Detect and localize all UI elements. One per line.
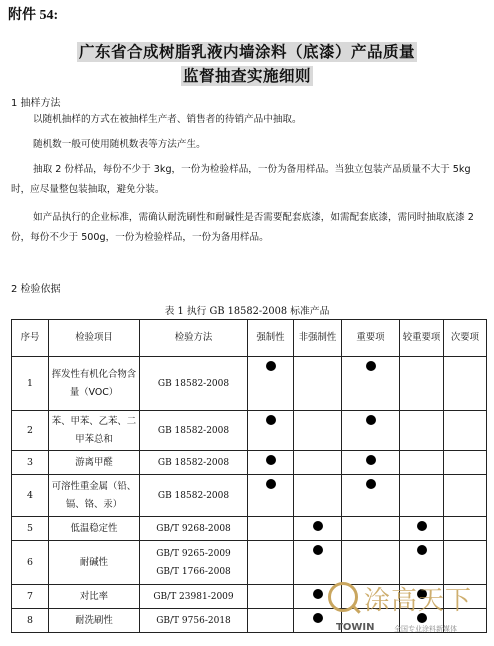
table-row: [12, 451, 487, 475]
filled-circle-icon: [366, 415, 376, 425]
mark-minor: [444, 411, 487, 451]
method-standard: GB 18582-2008: [157, 457, 230, 468]
row-number: 6: [12, 541, 49, 585]
inspection-item: 苯、甲苯、乙苯、二甲苯总和: [49, 411, 140, 451]
table-row: [12, 541, 487, 585]
mark-fairly-important: [400, 517, 444, 541]
header-method: 检验方法: [140, 320, 248, 357]
table-row: [12, 357, 487, 411]
mark-important: [342, 475, 400, 517]
watermark: [324, 582, 484, 642]
mark-fairly-important: [400, 475, 444, 517]
mark-mandatory: [248, 585, 294, 609]
mark-mandatory: [248, 517, 294, 541]
mark-mandatory: [248, 609, 294, 633]
watermark-subtitle: 全国专业涂料新媒体: [394, 625, 457, 633]
mark-non-mandatory: [294, 451, 342, 475]
mark-minor: [444, 451, 487, 475]
mark-mandatory: [248, 357, 294, 411]
watermark-brand: TOWIN: [336, 622, 375, 633]
filled-circle-icon: [266, 479, 276, 489]
watermark-text: 涂高天下: [364, 586, 473, 616]
inspection-method: [140, 411, 248, 451]
search-logo-icon: [328, 582, 358, 612]
mark-non-mandatory: [294, 517, 342, 541]
document-title-line2: 监督抽查实施细则: [182, 66, 311, 85]
table-row: [12, 411, 487, 451]
inspection-method: [140, 585, 248, 609]
section1-paragraph: 以随机抽样的方式在被抽样生产者、销售者的待销产品中抽取。: [33, 114, 302, 125]
header-mandatory: 强制性: [248, 320, 294, 357]
inspection-method: [140, 517, 248, 541]
mark-non-mandatory: [294, 475, 342, 517]
mark-mandatory: [248, 475, 294, 517]
row-number: 7: [12, 585, 49, 609]
table-caption: 表 1 执行 GB 18582-2008 标准产品: [164, 306, 330, 317]
inspection-item: 可溶性重金属（铅、镉、铬、汞）: [49, 475, 140, 517]
method-standard: GB 18582-2008: [157, 378, 230, 389]
mark-fairly-important: [400, 541, 444, 585]
filled-circle-icon: [266, 455, 276, 465]
document-title-line2-wrap: [0, 66, 494, 86]
mark-non-mandatory: [294, 411, 342, 451]
row-number: 5: [12, 517, 49, 541]
filled-circle-icon: [366, 455, 376, 465]
table-row: [12, 475, 487, 517]
filled-circle-icon: [366, 361, 376, 371]
mark-important: [342, 451, 400, 475]
method-standard: GB/T 1766-2008: [156, 566, 231, 577]
method-standard: GB 18582-2008: [157, 490, 230, 501]
row-number: 8: [12, 609, 49, 633]
mark-important: [342, 411, 400, 451]
mark-non-mandatory: [294, 541, 342, 585]
header-non-mandatory: 非强制性: [294, 320, 342, 357]
inspection-item: 游离甲醛: [49, 451, 140, 475]
mark-fairly-important: [400, 411, 444, 451]
mark-minor: [444, 541, 487, 585]
document-title-line1-wrap: [0, 42, 494, 62]
mark-fairly-important: [400, 451, 444, 475]
mark-important: [342, 541, 400, 585]
filled-circle-icon: [313, 589, 323, 599]
mark-fairly-important: [400, 357, 444, 411]
header-important: 重要项: [342, 320, 400, 357]
inspection-item: 挥发性有机化合物含量（VOC）: [49, 357, 140, 411]
filled-circle-icon: [417, 521, 427, 531]
method-standard: GB/T 9756-2018: [156, 615, 231, 626]
inspection-item: 对比率: [49, 585, 140, 609]
filled-circle-icon: [366, 479, 376, 489]
filled-circle-icon: [417, 545, 427, 555]
mark-important: [342, 357, 400, 411]
filled-circle-icon: [313, 613, 323, 623]
mark-important: [342, 517, 400, 541]
row-number: 1: [12, 357, 49, 411]
appendix-label: 附件 54:: [8, 8, 59, 23]
filled-circle-icon: [266, 361, 276, 371]
inspection-method: [140, 357, 248, 411]
inspection-method: [140, 475, 248, 517]
table-row: [12, 517, 487, 541]
inspection-item: 低温稳定性: [49, 517, 140, 541]
section1-heading: 1 抽样方法: [11, 98, 61, 109]
mark-mandatory: [248, 411, 294, 451]
header-fairly-important: 较重要项: [400, 320, 444, 357]
inspection-item: 耐碱性: [49, 541, 140, 585]
row-number: 4: [12, 475, 49, 517]
inspection-method: [140, 541, 248, 585]
inspection-method: [140, 609, 248, 633]
row-number: 2: [12, 411, 49, 451]
section1-paragraph: 抽取 2 份样品，每份不少于 3kg，一份为检验样品，一份为备用样品。当独立包装产品质量不大于 5kg 时，应尽量整包装抽取，避免分装。: [11, 164, 471, 195]
mark-minor: [444, 475, 487, 517]
mark-minor: [444, 357, 487, 411]
header-no: 序号: [12, 320, 49, 357]
filled-circle-icon: [313, 521, 323, 531]
filled-circle-icon: [266, 415, 276, 425]
filled-circle-icon: [313, 545, 323, 555]
header-minor: 次要项: [444, 320, 487, 357]
inspection-item: 耐洗刷性: [49, 609, 140, 633]
mark-minor: [444, 517, 487, 541]
table-header-row: [12, 320, 487, 357]
method-standard: GB 18582-2008: [157, 425, 230, 436]
inspection-method: [140, 451, 248, 475]
row-number: 3: [12, 451, 49, 475]
method-standard: GB/T 9265-2009: [156, 548, 231, 559]
method-standard: GB/T 9268-2008: [156, 523, 231, 534]
mark-mandatory: [248, 541, 294, 585]
document-title-line1: 广东省合成树脂乳液内墙涂料（底漆）产品质量: [78, 42, 415, 61]
mark-mandatory: [248, 451, 294, 475]
section2-heading: 2 检验依据: [11, 284, 61, 295]
mark-non-mandatory: [294, 357, 342, 411]
method-standard: GB/T 23981-2009: [153, 591, 234, 602]
section1-paragraph: 随机数一般可使用随机数表等方法产生。: [33, 139, 206, 150]
header-item: 检验项目: [49, 320, 140, 357]
section1-paragraph: 如产品执行的企业标准，需确认耐洗刷性和耐碱性是否需要配套底漆，如需配套底漆，需同时抽取底漆 2 份，每份不少于 500g，一份为检验样品，一份为备用样品。: [11, 212, 474, 243]
